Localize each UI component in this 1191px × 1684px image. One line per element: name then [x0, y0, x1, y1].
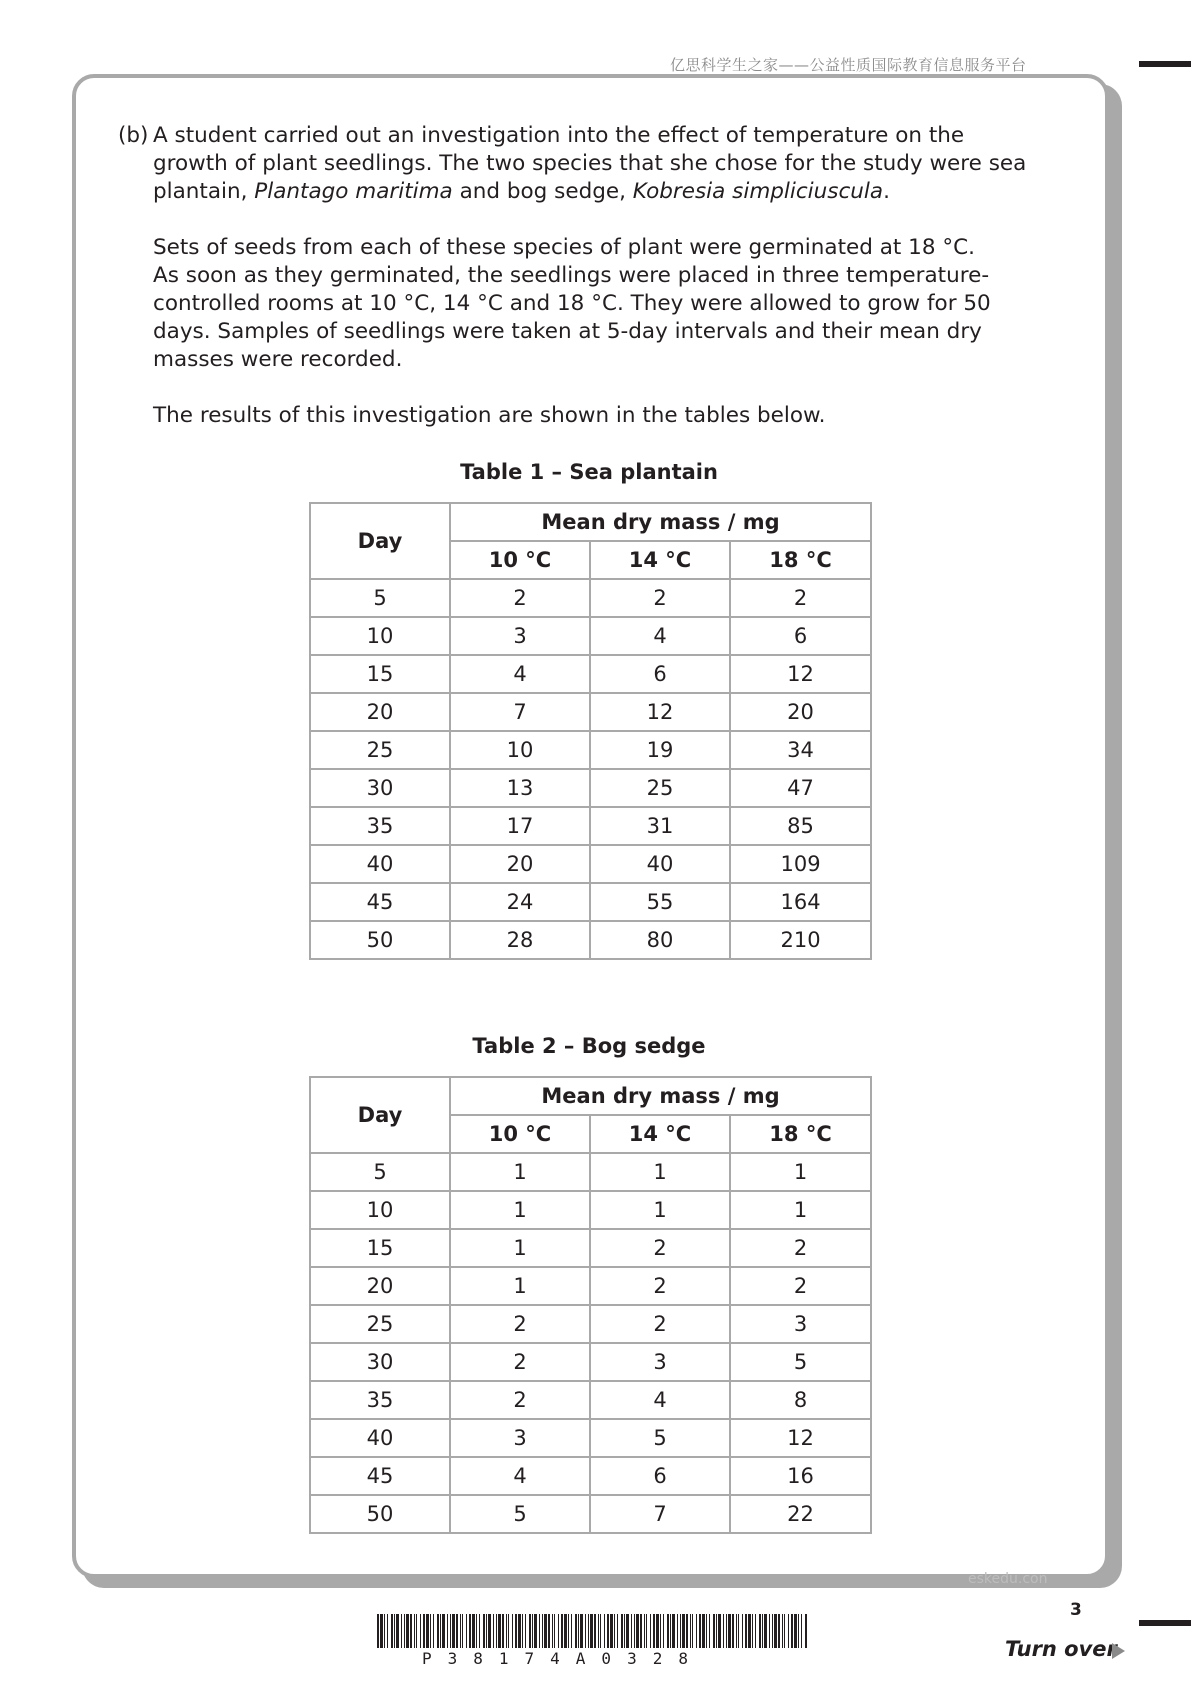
- table-row: [310, 845, 871, 883]
- table-row: [310, 617, 871, 655]
- mass-cell: 1: [730, 1191, 871, 1229]
- table-row: [310, 579, 871, 617]
- mass-cell: 85: [730, 807, 871, 845]
- intro-line-1: A student carried out an investigation into the effect of temperature on the: [153, 123, 965, 148]
- barcode-bar: [404, 1614, 405, 1648]
- mass-cell: 12: [730, 655, 871, 693]
- barcode-bar: [716, 1614, 717, 1648]
- barcode-bar: [456, 1614, 458, 1648]
- mass-cell: 4: [590, 617, 730, 655]
- barcode-bar: [447, 1614, 448, 1648]
- barcode-bar: [496, 1614, 497, 1648]
- barcode-bar: [515, 1614, 517, 1648]
- barcode-bar: [607, 1614, 609, 1648]
- table-2-col-10c: 10 °C: [450, 1115, 590, 1153]
- mass-cell: 1: [450, 1191, 590, 1229]
- barcode-bar: [493, 1614, 494, 1648]
- barcode-bar: [512, 1614, 513, 1648]
- barcode-bar: [677, 1614, 678, 1648]
- barcode-bar: [680, 1614, 681, 1648]
- mass-cell: 25: [590, 769, 730, 807]
- barcode-bar: [488, 1614, 491, 1648]
- barcode-bar: [769, 1614, 770, 1648]
- barcode-bar: [590, 1614, 593, 1648]
- barcode-bar: [532, 1614, 533, 1648]
- barcode-bar: [690, 1614, 691, 1648]
- barcode-bar: [621, 1614, 623, 1648]
- barcode-bar: [626, 1614, 629, 1648]
- barcode-bar: [726, 1614, 727, 1648]
- mass-cell: 3: [450, 617, 590, 655]
- barcode-bar: [529, 1614, 531, 1648]
- barcode-bar: [542, 1614, 543, 1648]
- day-cell: 10: [310, 617, 450, 655]
- mass-cell: 1: [450, 1229, 590, 1267]
- barcode-bar: [692, 1614, 693, 1648]
- intro-line-3-pre: plantain,: [153, 179, 255, 204]
- barcode-bar: [696, 1614, 697, 1648]
- mass-cell: 13: [450, 769, 590, 807]
- mass-cell: 16: [730, 1457, 871, 1495]
- page-number: 3: [1070, 1600, 1082, 1620]
- barcode-bar: [433, 1614, 434, 1648]
- barcode-bar: [384, 1614, 385, 1648]
- mass-cell: 4: [450, 1457, 590, 1495]
- mass-cell: 6: [590, 1457, 730, 1495]
- barcode-bar: [442, 1614, 445, 1648]
- mass-cell: 55: [590, 883, 730, 921]
- barcode-bar: [396, 1614, 399, 1648]
- intro-line-3-mid: and bog sedge,: [452, 179, 633, 204]
- results-paragraph: The results of this investigation are shown in the tables below.: [153, 403, 826, 428]
- mass-cell: 109: [730, 845, 871, 883]
- mass-cell: 2: [730, 1229, 871, 1267]
- barcode-bar: [552, 1614, 553, 1648]
- mass-cell: 10: [450, 731, 590, 769]
- barcode-bar: [663, 1614, 664, 1648]
- species-2-latin: Kobresia simpliciuscula: [632, 179, 884, 204]
- day-cell: 30: [310, 769, 450, 807]
- barcode-bar: [791, 1614, 793, 1648]
- barcode-bar: [525, 1614, 526, 1648]
- barcode-bar: [764, 1614, 767, 1648]
- table-row: [310, 921, 871, 959]
- barcode-bar: [476, 1614, 477, 1648]
- barcode-bar: [667, 1614, 669, 1648]
- barcode-bar: [460, 1614, 461, 1648]
- intro-paragraph: [153, 122, 1027, 206]
- mass-cell: 17: [450, 807, 590, 845]
- barcode-bar: [636, 1614, 639, 1648]
- barcode-bar: [650, 1614, 651, 1648]
- mass-cell: 210: [730, 921, 871, 959]
- table-2-col-14c: 14 °C: [590, 1115, 730, 1153]
- barcode-bar: [466, 1614, 467, 1648]
- barcode-bar: [699, 1614, 701, 1648]
- barcode-bar: [420, 1614, 421, 1648]
- top-edge-mark: [1139, 61, 1191, 67]
- barcode-bar: [732, 1614, 734, 1648]
- barcode-bar: [423, 1614, 425, 1648]
- mass-cell: 6: [730, 617, 871, 655]
- mass-cell: 4: [590, 1381, 730, 1419]
- barcode-bar: [644, 1614, 645, 1648]
- barcode-bar: [585, 1614, 586, 1648]
- mass-cell: 31: [590, 807, 730, 845]
- barcode-bar: [598, 1614, 599, 1648]
- barcode-bar: [656, 1614, 659, 1648]
- table-row: [310, 1229, 871, 1267]
- mass-cell: 47: [730, 769, 871, 807]
- barcode-bar: [798, 1614, 799, 1648]
- bottom-edge-mark: [1139, 1620, 1191, 1626]
- barcode-bar: [558, 1614, 559, 1648]
- barcode-bar: [604, 1614, 605, 1648]
- species-1-latin: Plantago maritima: [254, 179, 453, 204]
- barcode-bar: [548, 1614, 550, 1648]
- barcode-bar: [778, 1614, 780, 1648]
- barcode-bar: [782, 1614, 783, 1648]
- mass-cell: 5: [450, 1495, 590, 1533]
- table-row: [310, 693, 871, 731]
- barcode-bar: [377, 1614, 379, 1648]
- barcode-bar: [437, 1614, 439, 1648]
- day-cell: 15: [310, 655, 450, 693]
- mass-cell: 28: [450, 921, 590, 959]
- day-cell: 25: [310, 1305, 450, 1343]
- barcode-bar: [772, 1614, 773, 1648]
- barcode-bar: [426, 1614, 429, 1648]
- table-row: [310, 1419, 871, 1457]
- table-1-group-header: Mean dry mass / mg: [450, 503, 871, 541]
- barcode-bar: [755, 1614, 756, 1648]
- barcode-bar: [483, 1614, 485, 1648]
- day-cell: 15: [310, 1229, 450, 1267]
- barcode-bar: [472, 1614, 475, 1648]
- turn-over-arrow-icon: [1112, 1643, 1125, 1659]
- table-row: [310, 883, 871, 921]
- barcode-bar: [387, 1614, 388, 1648]
- day-cell: 5: [310, 579, 450, 617]
- barcode-bar: [736, 1614, 737, 1648]
- barcode-bar: [430, 1614, 431, 1648]
- table-row: [310, 1495, 871, 1533]
- barcode-bar: [728, 1614, 731, 1648]
- table-row: [310, 807, 871, 845]
- barcode-bar: [617, 1614, 618, 1648]
- barcode-bar: [706, 1614, 707, 1648]
- table-row: [310, 1305, 871, 1343]
- barcode-bar: [805, 1614, 807, 1648]
- barcode-bar: [554, 1614, 555, 1648]
- mass-cell: 4: [450, 655, 590, 693]
- mass-cell: 1: [450, 1153, 590, 1191]
- barcode-bar: [646, 1614, 647, 1648]
- barcode-bar: [660, 1614, 661, 1648]
- barcode-bar: [634, 1614, 635, 1648]
- barcode-bar: [544, 1614, 547, 1648]
- barcode-bar: [752, 1614, 753, 1648]
- method-paragraph: Sets of seeds from each of these species of plant were germinated at 18 °C. As soon as they germinated, the seedlings were placed in three temperature-controlled rooms at 10 °C, 14 °C and 18 °C. They were allowed to grow for 50 days. Samples of seedlings were taken at 5-day intervals and their mean dry masses were recorded.: [153, 235, 991, 372]
- barcode-bar: [564, 1614, 567, 1648]
- table-1-day-header: Day: [310, 503, 450, 579]
- barcode-bar: [610, 1614, 613, 1648]
- barcode-bar: [738, 1614, 739, 1648]
- mass-cell: 34: [730, 731, 871, 769]
- barcode-bar: [682, 1614, 685, 1648]
- barcode-bar: [600, 1614, 601, 1648]
- barcode-bar: [784, 1614, 785, 1648]
- barcode-bar: [440, 1614, 441, 1648]
- mass-cell: 2: [450, 1343, 590, 1381]
- barcode-bar: [534, 1614, 537, 1648]
- barcode-bar: [748, 1614, 751, 1648]
- mass-cell: 2: [590, 1305, 730, 1343]
- mass-cell: 22: [730, 1495, 871, 1533]
- mass-cell: 2: [590, 1267, 730, 1305]
- turn-over-label: Turn over: [1005, 1637, 1117, 1661]
- mass-cell: 8: [730, 1381, 871, 1419]
- mass-cell: 2: [730, 579, 871, 617]
- mass-cell: 3: [730, 1305, 871, 1343]
- barcode-bar: [640, 1614, 642, 1648]
- barcode-bar: [479, 1614, 480, 1648]
- barcode-bar: [450, 1614, 451, 1648]
- table-1-title: Table 1 – Sea plantain: [460, 460, 718, 484]
- table-2-group-header: Mean dry mass / mg: [450, 1077, 871, 1115]
- table-row: [310, 1343, 871, 1381]
- barcode-bar: [594, 1614, 596, 1648]
- barcode-bar: [578, 1614, 579, 1648]
- intro-line-2: growth of plant seedlings. The two species that she chose for the study were sea: [153, 151, 1027, 176]
- barcode: [377, 1614, 810, 1648]
- table-2-col-18c: 18 °C: [730, 1115, 871, 1153]
- barcode-bar: [469, 1614, 471, 1648]
- table-2-body: [310, 1153, 871, 1533]
- mass-cell: 2: [590, 579, 730, 617]
- table-1-col-14c: 14 °C: [590, 541, 730, 579]
- barcode-bar: [498, 1614, 501, 1648]
- table-row: [310, 1381, 871, 1419]
- barcode-bar: [539, 1614, 540, 1648]
- barcode-bar: [614, 1614, 615, 1648]
- barcode-bar: [588, 1614, 589, 1648]
- table-row: [310, 655, 871, 693]
- day-cell: 45: [310, 883, 450, 921]
- barcode-bar: [401, 1614, 402, 1648]
- day-cell: 50: [310, 921, 450, 959]
- day-cell: 10: [310, 1191, 450, 1229]
- barcode-bar: [568, 1614, 569, 1648]
- mass-cell: 1: [590, 1191, 730, 1229]
- question-body: [153, 122, 1027, 430]
- barcode-bar: [788, 1614, 789, 1648]
- barcode-bar: [631, 1614, 632, 1648]
- barcode-bar: [416, 1614, 417, 1648]
- barcode-bar: [723, 1614, 724, 1648]
- mass-cell: 5: [590, 1419, 730, 1457]
- barcode-bar: [742, 1614, 743, 1648]
- barcode-bar: [762, 1614, 763, 1648]
- barcode-bar: [774, 1614, 777, 1648]
- table-row: [310, 731, 871, 769]
- barcode-bar: [391, 1614, 393, 1648]
- mass-cell: 7: [450, 693, 590, 731]
- barcode-bar: [508, 1614, 509, 1648]
- header-watermark: 亿思科学生之家——公益性质国际教育信息服务平台: [670, 56, 1027, 74]
- barcode-bar: [713, 1614, 715, 1648]
- table-1-sea-plantain: [309, 502, 872, 960]
- mass-cell: 1: [590, 1153, 730, 1191]
- day-cell: 25: [310, 731, 450, 769]
- day-cell: 20: [310, 1267, 450, 1305]
- barcode-bar: [580, 1614, 583, 1648]
- mass-cell: 2: [450, 1305, 590, 1343]
- barcode-bar: [522, 1614, 523, 1648]
- day-cell: 50: [310, 1495, 450, 1533]
- mass-cell: 5: [730, 1343, 871, 1381]
- mass-cell: 2: [730, 1267, 871, 1305]
- question-label: (b): [118, 123, 149, 148]
- day-cell: 35: [310, 807, 450, 845]
- barcode-bar: [452, 1614, 455, 1648]
- barcode-bar: [801, 1614, 802, 1648]
- day-cell: 45: [310, 1457, 450, 1495]
- day-cell: 30: [310, 1343, 450, 1381]
- mass-cell: 1: [450, 1267, 590, 1305]
- barcode-bar: [794, 1614, 797, 1648]
- mass-cell: 24: [450, 883, 590, 921]
- table-row: [310, 1191, 871, 1229]
- table-1-col-18c: 18 °C: [730, 541, 871, 579]
- barcode-bar: [561, 1614, 563, 1648]
- table-2-day-header: Day: [310, 1077, 450, 1153]
- barcode-bar: [670, 1614, 671, 1648]
- mass-cell: 40: [590, 845, 730, 883]
- mass-cell: 20: [730, 693, 871, 731]
- day-cell: 40: [310, 1419, 450, 1457]
- intro-line-3-post: .: [883, 179, 890, 204]
- mass-cell: 19: [590, 731, 730, 769]
- mass-cell: 3: [450, 1419, 590, 1457]
- barcode-bar: [394, 1614, 395, 1648]
- barcode-bar: [575, 1614, 577, 1648]
- barcode-bar: [718, 1614, 721, 1648]
- barcode-bar: [462, 1614, 463, 1648]
- day-cell: 35: [310, 1381, 450, 1419]
- table-row: [310, 1267, 871, 1305]
- table-2-title: Table 2 – Bog sedge: [472, 1034, 706, 1058]
- day-cell: 20: [310, 693, 450, 731]
- mass-cell: 164: [730, 883, 871, 921]
- barcode-bar: [506, 1614, 507, 1648]
- footer-watermark: eskedu.con: [968, 1571, 1048, 1587]
- mass-cell: 12: [590, 693, 730, 731]
- mass-cell: 2: [590, 1229, 730, 1267]
- day-cell: 40: [310, 845, 450, 883]
- mass-cell: 7: [590, 1495, 730, 1533]
- barcode-bar: [380, 1614, 383, 1648]
- table-1-col-10c: 10 °C: [450, 541, 590, 579]
- barcode-bar: [709, 1614, 710, 1648]
- mass-cell: 3: [590, 1343, 730, 1381]
- barcode-bar: [406, 1614, 409, 1648]
- barcode-text: P38174A0328: [422, 1649, 704, 1668]
- barcode-bar: [672, 1614, 675, 1648]
- barcode-bar: [653, 1614, 655, 1648]
- table-row: [310, 1457, 871, 1495]
- barcode-bar: [414, 1614, 415, 1648]
- barcode-bar: [486, 1614, 487, 1648]
- mass-cell: 2: [450, 1381, 590, 1419]
- barcode-bar: [702, 1614, 705, 1648]
- table-2-bog-sedge: [309, 1076, 872, 1534]
- barcode-bar: [518, 1614, 521, 1648]
- barcode-bar: [571, 1614, 572, 1648]
- mass-cell: 12: [730, 1419, 871, 1457]
- table-row: [310, 769, 871, 807]
- barcode-bar: [686, 1614, 688, 1648]
- table-row: [310, 1153, 871, 1191]
- barcode-bar: [624, 1614, 625, 1648]
- barcode-bar: [502, 1614, 504, 1648]
- mass-cell: 80: [590, 921, 730, 959]
- barcode-bar: [759, 1614, 761, 1648]
- table-1-body: [310, 579, 871, 959]
- mass-cell: 2: [450, 579, 590, 617]
- mass-cell: 20: [450, 845, 590, 883]
- barcode-bar: [410, 1614, 412, 1648]
- mass-cell: 1: [730, 1153, 871, 1191]
- barcode-bar: [745, 1614, 747, 1648]
- mass-cell: 6: [590, 655, 730, 693]
- day-cell: 5: [310, 1153, 450, 1191]
